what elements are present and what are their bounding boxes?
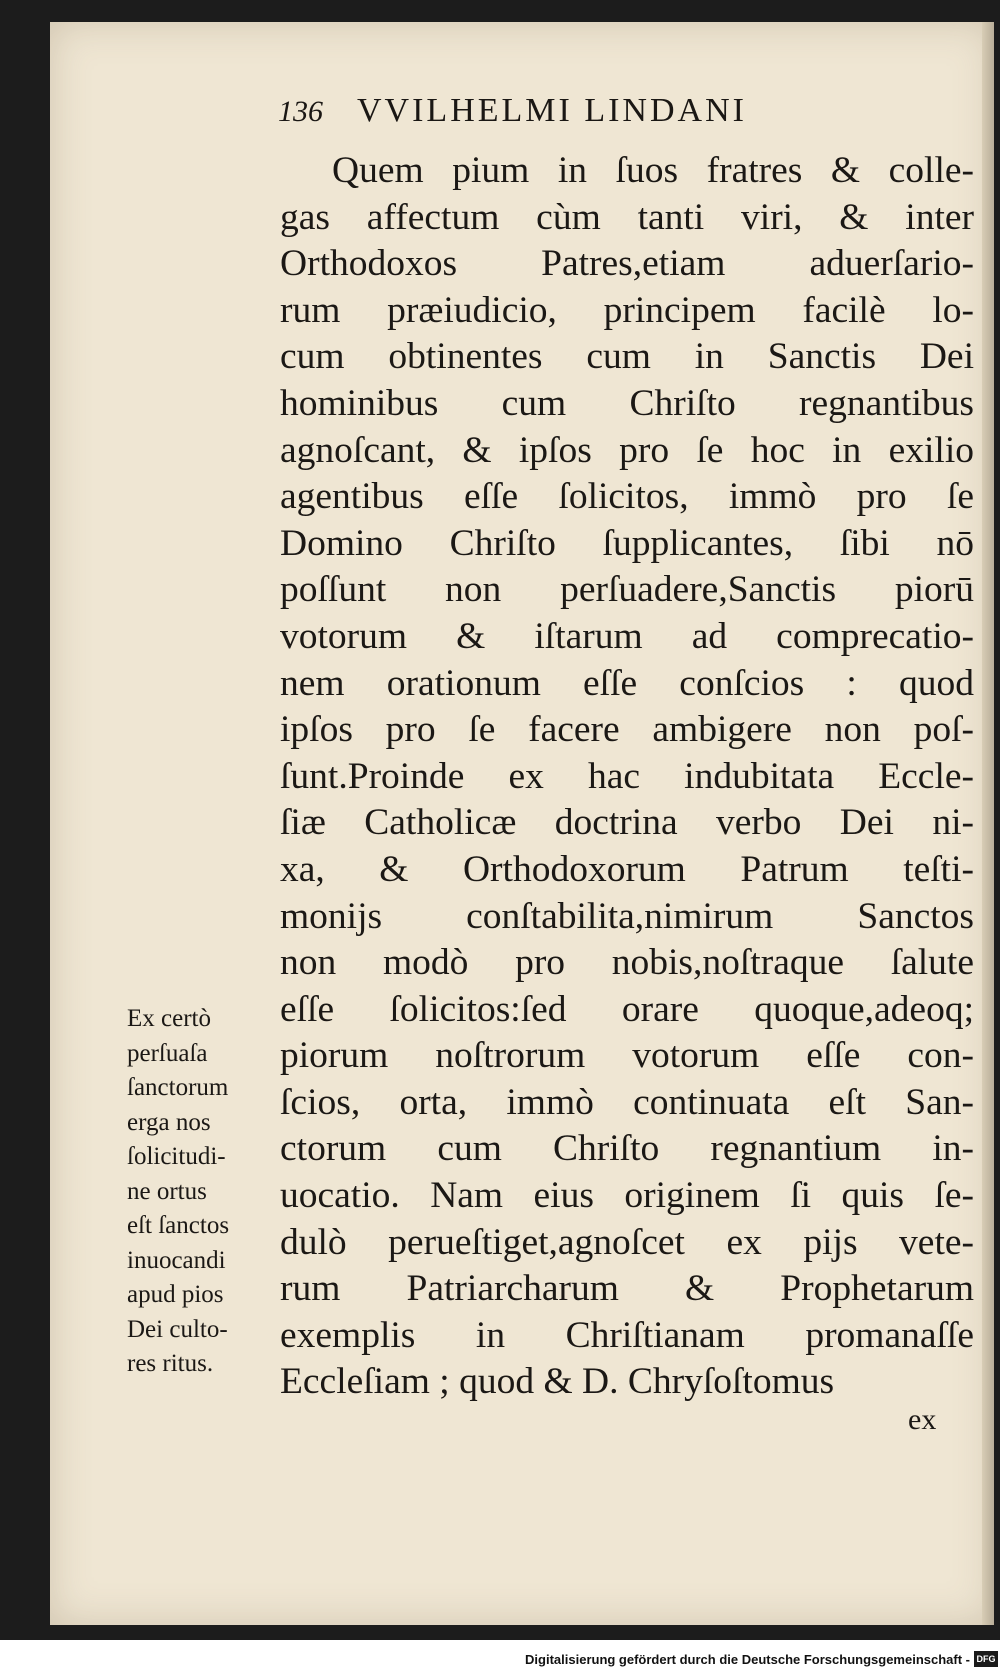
text-line: ctorum cum Chriſto regnantium in-: [280, 1128, 974, 1170]
margin-line: erga nos: [127, 1108, 211, 1136]
text-line: nem orationum eſſe conſcios : quod: [280, 662, 974, 704]
text-line: agentibus eſſe ſolicitos, immò pro ſe: [280, 476, 974, 518]
funding-credit: Digitalisierung gefördert durch die Deutsche Forschungsgemeinschaft -: [525, 1652, 970, 1667]
margin-line: Ex certò: [127, 1005, 211, 1032]
margin-line: perſuaſa: [127, 1039, 208, 1067]
text-line: cum obtinentes cum in Sanctis Dei: [280, 336, 974, 378]
catchword: ex: [908, 1403, 937, 1436]
text-line: agnoſcant, & ipſos pro ſe hoc in exilio: [280, 429, 974, 471]
margin-line: inuocandi: [127, 1246, 226, 1274]
margin-line: res ritus.: [127, 1350, 214, 1377]
text-line: rum præiudicio, principem facilè lo-: [280, 289, 974, 331]
text-line: Eccleſiam ; quod & D. Chryſoſtomus: [280, 1361, 835, 1403]
page-edge: [982, 22, 994, 1625]
text-line: ipſos pro ſe facere ambigere non poſ-: [280, 709, 974, 751]
text-line: piorum noſtrorum votorum eſſe con-: [280, 1035, 974, 1077]
text-line: rum Patriarcharum & Prophetarum: [280, 1268, 974, 1310]
text-line: ſunt.Proinde ex hac indubitata Eccle-: [280, 755, 974, 797]
margin-line: ſolicitudi-: [127, 1143, 226, 1170]
margin-line: Dei cultο-: [127, 1315, 228, 1343]
margin-line: ſanctorum: [127, 1074, 229, 1101]
page-number: 136: [278, 95, 323, 128]
margin-line: apud pios: [127, 1281, 224, 1308]
text-line: gas affectum cùm tanti viri, & inter: [280, 196, 974, 238]
text-line: monijs conſtabilita,nimirum Sanctos: [280, 895, 974, 937]
text-line: uocatio. Nam eius originem ſi quis ſe-: [280, 1175, 974, 1217]
text-line: dulò perueſtiget,agnoſcet ex pijs vete-: [280, 1221, 974, 1263]
margin-line: ne ortus: [127, 1177, 207, 1205]
text-line: Quem pium in ſuos fratres & colle-: [332, 150, 974, 191]
body-text: [280, 148, 974, 1406]
text-line: exemplis in Chriſtianam promanaſſe: [280, 1314, 974, 1356]
text-line: poſſunt non perſuadere,Sanctis piorū: [280, 569, 974, 611]
text-line: eſſe ſolicitos:ſed orare quoque,adeoq;: [280, 988, 974, 1030]
page-header: [278, 92, 898, 150]
margin-line: eſt ſanctos: [127, 1212, 230, 1239]
text-line: Domino Chriſto ſupplicantes, ſibi nō: [280, 522, 974, 564]
text-line: votorum & iſtarum ad comprecatio-: [280, 615, 974, 657]
text-line: xa, & Orthodoxorum Patrum teſti-: [280, 848, 974, 890]
text-line: ſcios, orta, immò continuata eſt San-: [280, 1081, 974, 1123]
text-line: hominibus cum Chriſto regnantibus: [280, 382, 974, 424]
text-line: non modò pro nobis,noſtraque ſalute: [280, 942, 974, 984]
running-title: VVILHELMI LINDANI: [357, 92, 747, 129]
text-line: Orthodoxos Patres,etiam aduerſario-: [280, 243, 974, 285]
dfg-logo-icon: DFG: [974, 1651, 998, 1667]
footer-bar: [0, 1648, 1000, 1676]
text-line: ſiæ Catholicæ doctrina verbo Dei ni-: [280, 802, 974, 844]
marginal-note: [127, 1002, 275, 1382]
